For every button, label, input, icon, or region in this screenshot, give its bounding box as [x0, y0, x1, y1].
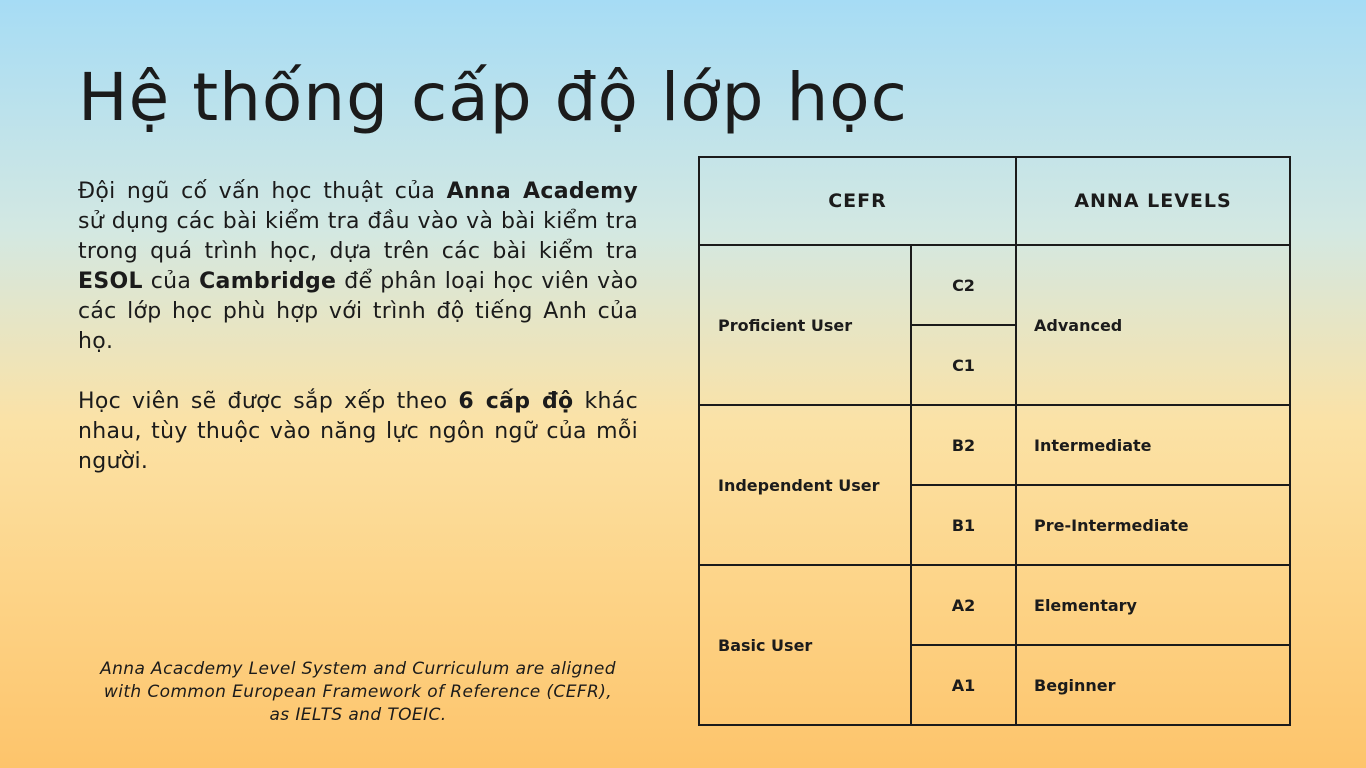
cefr-code: C1 — [911, 325, 1016, 405]
level-table — [698, 156, 1291, 726]
cefr-code: A2 — [911, 565, 1016, 645]
footnote — [78, 658, 638, 727]
cambridge-label: Cambridge — [199, 269, 337, 294]
user-independent: Independent User — [699, 405, 911, 565]
levels-text-1: Học viên sẽ được sắp xếp theo — [78, 389, 459, 414]
anna-level: Pre-Intermediate — [1016, 485, 1290, 565]
anna-level: Intermediate — [1016, 405, 1290, 485]
page-title: Hệ thống cấp độ lớp học — [78, 59, 908, 136]
levels-count: 6 cấp độ — [458, 389, 574, 414]
footnote-line-2: with Common European Framework of Reference (CEFR), — [103, 682, 613, 702]
table-row — [699, 405, 1290, 485]
footnote-line-3: as IELTS and TOEIC. — [269, 705, 447, 725]
intro-text-3: của — [142, 269, 200, 294]
cefr-code: C2 — [911, 245, 1016, 325]
anna-level: Elementary — [1016, 565, 1290, 645]
cefr-code: B1 — [911, 485, 1016, 565]
table-row — [699, 245, 1290, 325]
table-row — [699, 565, 1290, 645]
cefr-code: A1 — [911, 645, 1016, 725]
description — [78, 177, 638, 507]
table-header-row — [699, 157, 1290, 245]
cefr-code: B2 — [911, 405, 1016, 485]
header-anna-levels: ANNA LEVELS — [1016, 157, 1290, 245]
levels-paragraph — [78, 387, 638, 477]
anna-level: Advanced — [1016, 245, 1290, 405]
header-cefr: CEFR — [699, 157, 1016, 245]
intro-text-2: sử dụng các bài kiểm tra đầu vào và bài kiểm tra trong quá trình học, dựa trên các bài kiểm tra — [78, 209, 638, 264]
anna-level: Beginner — [1016, 645, 1290, 725]
footnote-line-1: Anna Acacdemy Level System and Curriculum are aligned — [100, 659, 616, 679]
intro-text-4: để phân loại học viên vào các lớp học phù hợp với trình độ tiếng Anh của họ. — [78, 269, 638, 354]
user-proficient: Proficient User — [699, 245, 911, 405]
esol-label: ESOL — [78, 269, 143, 294]
user-basic: Basic User — [699, 565, 911, 725]
levels-text-2: khác nhau, tùy thuộc vào năng lực ngôn ngữ của mỗi người. — [78, 389, 638, 474]
intro-text-1: Đội ngũ cố vấn học thuật của — [78, 179, 447, 204]
intro-paragraph — [78, 177, 638, 357]
brand-name: Anna Academy — [446, 179, 638, 204]
